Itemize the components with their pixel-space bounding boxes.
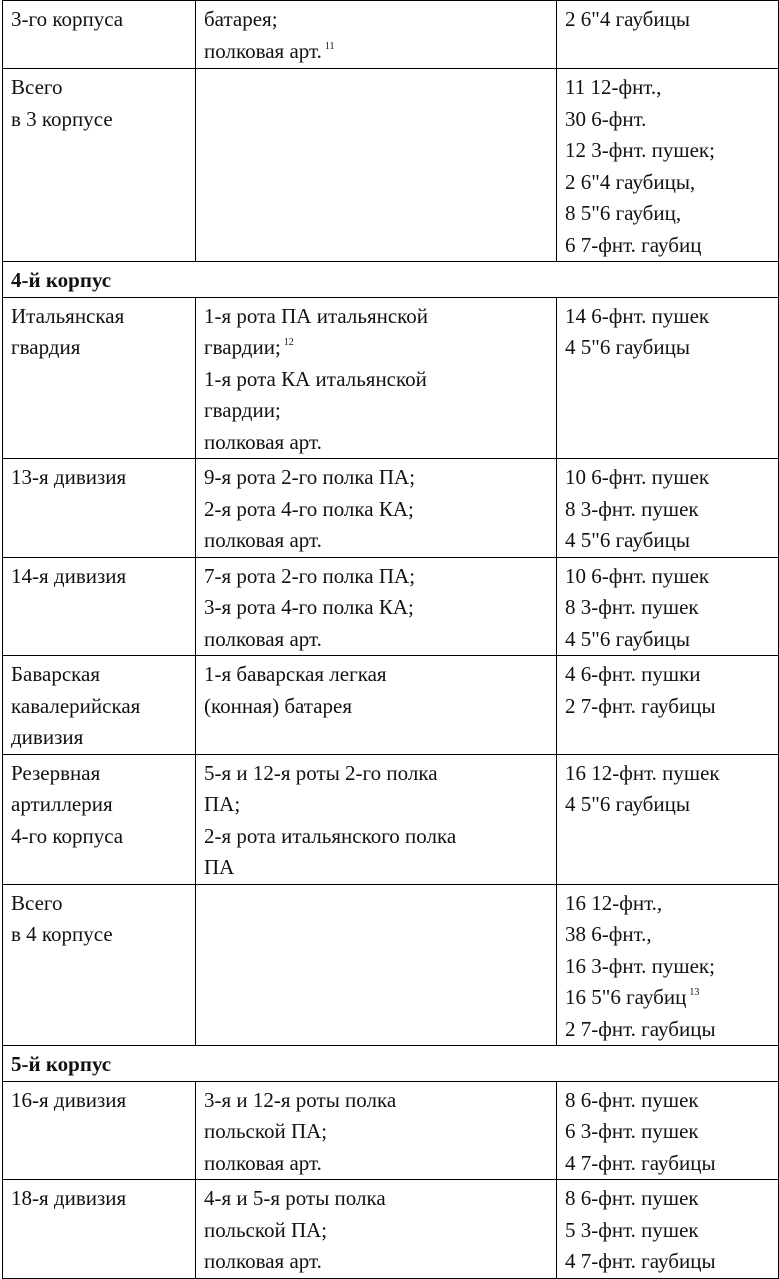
guns-cell [557, 459, 779, 558]
cell-text: 5-я и 12-я роты 2-го полка [204, 760, 438, 785]
batteries-cell [196, 297, 557, 459]
cell-text: 4 5"6 гаубицы [565, 626, 690, 651]
cell-line [565, 4, 770, 36]
cell-text: ПА; [204, 792, 241, 816]
cell-text: 16 3-фнт. пушек; [565, 953, 715, 978]
cell-text: 3-я рота 4-го полка КА; [204, 595, 414, 619]
cell-text: 2 6"4 гаубицы, [565, 169, 696, 194]
cell-line [11, 301, 187, 333]
cell-line [204, 1148, 548, 1180]
cell-text: 16 12-фнт. пушек [565, 760, 720, 785]
cell-text: 11 12-фнт., [565, 75, 662, 99]
cell-line [565, 494, 770, 526]
cell-text: в 3 корпусе [11, 106, 113, 131]
cell-text: 4 7-фнт. гаубицы [565, 1150, 716, 1175]
batteries-cell [196, 1, 557, 69]
cell-line [11, 821, 187, 853]
table-row [3, 557, 779, 656]
cell-line [204, 659, 548, 691]
cell-line [204, 1246, 548, 1278]
section-title: 4-й корпус [3, 262, 779, 298]
cell-line [204, 852, 548, 884]
cell-text: артиллерия [11, 792, 113, 816]
cell-text: 8 3-фнт. пушек [565, 496, 699, 521]
cell-line [565, 624, 770, 656]
cell-text: 5 3-фнт. пушек [565, 1217, 699, 1242]
artillery-table-body [3, 1, 779, 1279]
cell-text: 7-я рота 2-го полка ПА; [204, 563, 416, 588]
batteries-cell [196, 754, 557, 884]
cell-line [565, 691, 770, 723]
batteries-cell [196, 1180, 557, 1279]
guns-cell [557, 69, 779, 262]
cell-text: 4 5"6 гаубицы [565, 792, 690, 816]
cell-text: 18-я дивизия [11, 1186, 127, 1210]
section-header-row [3, 1046, 779, 1082]
footnote-mark: 13 [689, 987, 700, 998]
cell-line [11, 4, 187, 36]
cell-text: 12 3-фнт. пушек; [565, 138, 715, 162]
cell-line [565, 1085, 770, 1117]
cell-line [11, 332, 187, 364]
cell-text: 2 7-фнт. гаубицы [565, 693, 716, 718]
cell-line [11, 659, 187, 691]
cell-line [204, 462, 548, 494]
cell-line [565, 301, 770, 333]
cell-line [565, 561, 770, 593]
cell-text: гвардии; [204, 398, 281, 422]
cell-text: 3-я и 12-я роты полка [204, 1087, 397, 1112]
table-row [3, 1180, 779, 1279]
cell-text: 13-я дивизия [11, 465, 127, 489]
cell-text: Итальянская [11, 303, 125, 328]
cell-text: 10 6-фнт. пушек [565, 465, 710, 489]
cell-text: 2 6"4 гаубицы [565, 7, 690, 31]
batteries-cell [196, 69, 557, 262]
footnote-mark: 11 [324, 40, 335, 52]
cell-text: гвардии; [204, 335, 281, 359]
guns-cell [557, 297, 779, 459]
cell-text: 8 6-фнт. пушек [565, 1087, 699, 1112]
cell-line [565, 1246, 770, 1278]
cell-line [565, 982, 770, 1014]
cell-line [204, 301, 548, 333]
cell-text: полковая арт. [204, 528, 322, 552]
unit-cell [3, 1081, 196, 1180]
cell-text: 4 7-фнт. гаубицы [565, 1249, 716, 1273]
cell-text: 6 7-фнт. гаубиц [565, 232, 702, 257]
cell-text: 1-я рота КА итальянской [204, 366, 427, 391]
cell-line [565, 1148, 770, 1180]
section-title: 5-й корпус [3, 1046, 779, 1082]
cell-line [11, 1085, 187, 1117]
batteries-cell [196, 656, 557, 755]
unit-cell [3, 1, 196, 69]
cell-line [11, 758, 187, 790]
cell-text: полковая арт. [204, 1249, 322, 1273]
cell-line [565, 462, 770, 494]
cell-line [565, 198, 770, 230]
table-row [3, 297, 779, 459]
cell-line [565, 789, 770, 821]
guns-cell [557, 557, 779, 656]
cell-text: 9-я рота 2-го полка ПА; [204, 465, 416, 489]
cell-line [565, 1183, 770, 1215]
cell-line [565, 332, 770, 364]
table-row [3, 656, 779, 755]
cell-line [204, 789, 548, 821]
unit-cell [3, 69, 196, 262]
cell-text: батарея; [204, 7, 278, 31]
cell-line [204, 1116, 548, 1148]
cell-line [565, 1014, 770, 1046]
cell-text: 2 7-фнт. гаубицы [565, 1016, 716, 1041]
unit-cell [3, 656, 196, 755]
cell-text: 2-я рота 4-го полка КА; [204, 496, 414, 521]
cell-line [565, 758, 770, 790]
cell-text: 16 12-фнт., [565, 890, 663, 915]
cell-line [11, 462, 187, 494]
cell-line [11, 691, 187, 723]
section-header-row [3, 262, 779, 298]
cell-line [204, 1215, 548, 1247]
cell-text: 4-го корпуса [11, 823, 124, 848]
cell-text: полковая арт. [204, 626, 322, 651]
guns-cell [557, 1, 779, 69]
unit-cell [3, 754, 196, 884]
cell-line [204, 525, 548, 557]
table-row [3, 1081, 779, 1180]
cell-text: 2-я рота итальянского полка [204, 823, 457, 848]
cell-text: гвардия [11, 335, 81, 359]
cell-line [565, 135, 770, 167]
cell-text: Всего [11, 890, 63, 915]
cell-text: Баварская [11, 662, 101, 686]
cell-text: ПА [204, 855, 235, 879]
cell-line [204, 395, 548, 427]
cell-text: 1-я рота ПА итальянской [204, 303, 429, 328]
cell-line [11, 72, 187, 104]
cell-text: 10 6-фнт. пушек [565, 563, 710, 588]
cell-line [565, 919, 770, 951]
cell-line [204, 427, 548, 459]
cell-line [204, 332, 548, 364]
footnote-mark: 12 [283, 337, 294, 348]
table-row [3, 459, 779, 558]
cell-line [204, 561, 548, 593]
cell-line [204, 494, 548, 526]
cell-line [204, 592, 548, 624]
cell-line [11, 919, 187, 951]
cell-text: 4-я и 5-я роты полка [204, 1186, 386, 1210]
cell-text: польской ПА; [204, 1217, 328, 1242]
cell-line [565, 104, 770, 136]
cell-text: дивизия [11, 725, 84, 749]
cell-text: 8 3-фнт. пушек [565, 595, 699, 619]
cell-text: Всего [11, 75, 63, 99]
unit-cell [3, 884, 196, 1046]
cell-text: в 4 корпусе [11, 922, 113, 946]
cell-text: 30 6-фнт. [565, 106, 647, 131]
cell-line [11, 561, 187, 593]
cell-text: 3-го корпуса [11, 7, 124, 31]
cell-text: 16 5"6 гаубиц [565, 985, 687, 1009]
guns-cell [557, 656, 779, 755]
cell-text: 6 3-фнт. пушек [565, 1119, 699, 1143]
cell-line [11, 1183, 187, 1215]
batteries-cell [196, 884, 557, 1046]
cell-text: 4 6-фнт. пушки [565, 662, 701, 686]
cell-text: 4 5"6 гаубицы [565, 335, 690, 359]
cell-line [204, 1183, 548, 1215]
cell-line [565, 951, 770, 983]
cell-line [204, 821, 548, 853]
cell-text: Резервная [11, 760, 101, 785]
cell-line [11, 888, 187, 920]
table-row [3, 884, 779, 1046]
batteries-cell [196, 1081, 557, 1180]
cell-line [204, 36, 548, 68]
guns-cell [557, 754, 779, 884]
cell-text: польской ПА; [204, 1119, 328, 1143]
cell-line [565, 592, 770, 624]
cell-line [204, 691, 548, 723]
cell-line [11, 722, 187, 754]
cell-text: 38 6-фнт., [565, 922, 652, 946]
cell-text: кавалерийская [11, 693, 141, 718]
cell-text: полковая арт. [204, 38, 322, 63]
cell-text: 16-я дивизия [11, 1087, 127, 1112]
batteries-cell [196, 459, 557, 558]
batteries-cell [196, 557, 557, 656]
unit-cell [3, 297, 196, 459]
cell-text: 14-я дивизия [11, 563, 127, 588]
cell-line [565, 888, 770, 920]
cell-line [204, 624, 548, 656]
cell-line [565, 525, 770, 557]
cell-text: 8 5"6 гаубиц, [565, 201, 682, 225]
cell-line [565, 230, 770, 262]
cell-line [565, 72, 770, 104]
table-row [3, 1, 779, 69]
unit-cell [3, 557, 196, 656]
guns-cell [557, 1180, 779, 1279]
guns-cell [557, 884, 779, 1046]
cell-line [565, 659, 770, 691]
cell-text: полковая арт. [204, 429, 322, 454]
cell-text: (конная) батарея [204, 693, 353, 718]
cell-text: 1-я баварская легкая [204, 662, 387, 686]
table-row [3, 69, 779, 262]
cell-text: 4 5"6 гаубицы [565, 528, 690, 552]
guns-cell [557, 1081, 779, 1180]
cell-text: 14 6-фнт. пушек [565, 303, 710, 328]
unit-cell [3, 1180, 196, 1279]
cell-line [565, 167, 770, 199]
cell-line [204, 364, 548, 396]
cell-line [204, 1085, 548, 1117]
cell-line [11, 789, 187, 821]
cell-text: 8 6-фнт. пушек [565, 1186, 699, 1210]
unit-cell [3, 459, 196, 558]
cell-line [565, 1215, 770, 1247]
cell-line [204, 4, 548, 36]
cell-line [11, 104, 187, 136]
cell-text: полковая арт. [204, 1150, 322, 1175]
cell-line [565, 1116, 770, 1148]
table-row [3, 754, 779, 884]
artillery-table [2, 0, 779, 1279]
cell-line [204, 758, 548, 790]
